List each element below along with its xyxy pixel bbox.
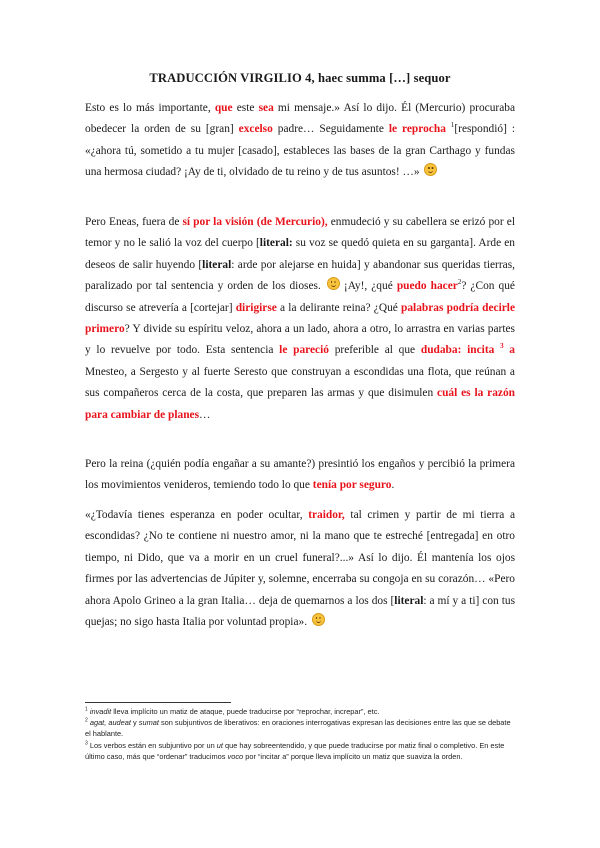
latin-term: voco [227, 751, 244, 761]
red-highlight: sea [258, 102, 274, 114]
text: Mnesteo, a Sergesto y al fuerte Seresto que construyan a escondidas una flota, que reúnan a sus compañeros cerca de la costa, que preparen las armas y que disimulen [85, 365, 515, 400]
text: «¿Todavía tienes esperanza en poder ocultar, [85, 509, 309, 521]
red-highlight: dirigirse [235, 301, 277, 314]
text: a la delirante reina? ¿Qué [276, 301, 402, 314]
footnote-ref-1[interactable]: 1 [450, 121, 455, 130]
text: este [232, 102, 259, 114]
red-highlight: tenía por seguro [312, 479, 392, 492]
bold-term: literal: [259, 237, 293, 250]
red-highlight: excelso [238, 123, 273, 136]
text: Pero la reina (¿quién podía engañar a su amante?) presintió los engaños y percibió la primera los movimientos venideros, temiendo todo lo que [85, 458, 515, 492]
latin-term: agat, audeat [89, 718, 131, 728]
footnote-2 [85, 717, 515, 739]
smiling-face-emoji-icon [327, 277, 340, 290]
red-highlight: le reprocha [388, 123, 446, 136]
text: ? Y divide su espíritu veloz, ahora a un lado, ahora a otro, lo arrastra en varias partes y lo revuelve por todo. Esta sentencia [85, 323, 515, 357]
footnote-text: Los verbos están en subjuntivo por un [87, 740, 217, 750]
paragraph-3 [85, 454, 515, 497]
text: Esto es lo más importante, [85, 102, 215, 114]
text: ¡Ay!, ¿qué [339, 280, 397, 293]
footnote-ref-2[interactable]: 2 [457, 278, 462, 287]
paragraph-2 [85, 212, 515, 426]
smiling-face-emoji-icon [312, 613, 325, 626]
text: su voz se quedó quieta en su garganta]. Arde en deseos de salir huyendo [ [85, 237, 515, 271]
page-title: TRADUCCIÓN VIRGILIO 4, haec summa […] sequor [149, 71, 451, 85]
red-highlight: que [214, 102, 233, 114]
latin-term: ut [216, 740, 223, 750]
smiling-face-emoji-icon [424, 163, 437, 176]
red-highlight: a [503, 344, 515, 357]
footnote-3 [85, 740, 515, 762]
footnote-text: por “incitar a” porque lleva implícito un matiz que suaviza la orden. [243, 751, 463, 761]
footnotes [85, 706, 515, 762]
paragraph-1 [85, 98, 515, 184]
latin-term: invadit [89, 707, 112, 716]
footnote-number: 3 [85, 740, 88, 747]
text: … [199, 408, 211, 421]
text: [respondió] : «¿ahora tú, sometido a tu mujer [casado], estableces las bases de la gran Carthago y fundas una hermosa ciudad? ¡Ay de ti, olvidado de tu reino y de tus asuntos! …» [85, 123, 515, 179]
red-highlight: le pareció [279, 344, 329, 357]
red-highlight: puedo hacer [396, 280, 458, 293]
text: tal crimen y partir de mi tierra a escondidas? ¿No te contiene ni nuestro amor, ni la mano que te estreché [entregada] en otro tiempo, ni Dido, que va a morir en un cruel funeral?...» Así lo dijo. Él mantenía los ojos firmes por las advertencias de Júpiter y, solemne, encerraba su congoja en su corazón… «Pero ahora Apolo Grineo a la gran Italia… deja de quemarnos a los dos [ [85, 509, 516, 607]
text: preferible al que [328, 344, 421, 357]
red-highlight: palabras podría decirle primero [85, 301, 516, 336]
footnote-text: son subjuntivos de liberativos: en oraciones interrogativas expresan las decisiones entre las que se debate el hablante. [85, 718, 511, 739]
footnote-ref-3[interactable]: 3 [500, 342, 504, 351]
paragraph-4 [85, 505, 515, 633]
bold-term: literal [394, 594, 424, 607]
bold-term: literal [202, 258, 232, 271]
red-highlight: cuál es la razón para cambiar de planes [85, 387, 516, 421]
text: mi mensaje.» Así lo dijo. Él (Mercurio) procuraba obedecer la orden de su [gran] [85, 102, 516, 136]
text: . [391, 479, 395, 492]
footnote-number: 1 [85, 706, 88, 713]
text: : a mí y a ti] con tus quejas; no sigo hasta Italia por voluntad propia». [85, 594, 515, 629]
latin-term: sumat [138, 718, 159, 728]
red-highlight: traidor, [308, 509, 345, 521]
footnote-number: 2 [85, 717, 88, 724]
text: Pero Eneas, fuera de [85, 216, 183, 228]
footnote-separator [85, 702, 231, 703]
text: enmudeció y su cabellera se erizó por el temor y no le salió la voz del cuerpo [ [85, 216, 515, 250]
text: : arde por alejarse en huida] y abandonar sus queridas tierras, paralizado por tal sentencia y orden de los dioses. [85, 258, 515, 293]
footnote-text: y [130, 718, 139, 728]
footnote-text: lleva implícito un matiz de ataque, puede traducirse por “reprochar, increpar”, etc. [111, 707, 380, 716]
red-highlight: sí por la visión (de Mercurio), [182, 216, 328, 228]
red-highlight: dudaba: incita [420, 344, 495, 357]
text: padre… Seguidamente [272, 123, 389, 136]
text: ? ¿Con qué discurso se atrevería a [cortejar] [85, 280, 515, 314]
footnote-text: que hay sobreentendido, y que puede traducirse por matiz final o completivo. En este último caso, más que “ordenar” traducimos [85, 740, 505, 761]
footnote-1 [85, 706, 515, 717]
